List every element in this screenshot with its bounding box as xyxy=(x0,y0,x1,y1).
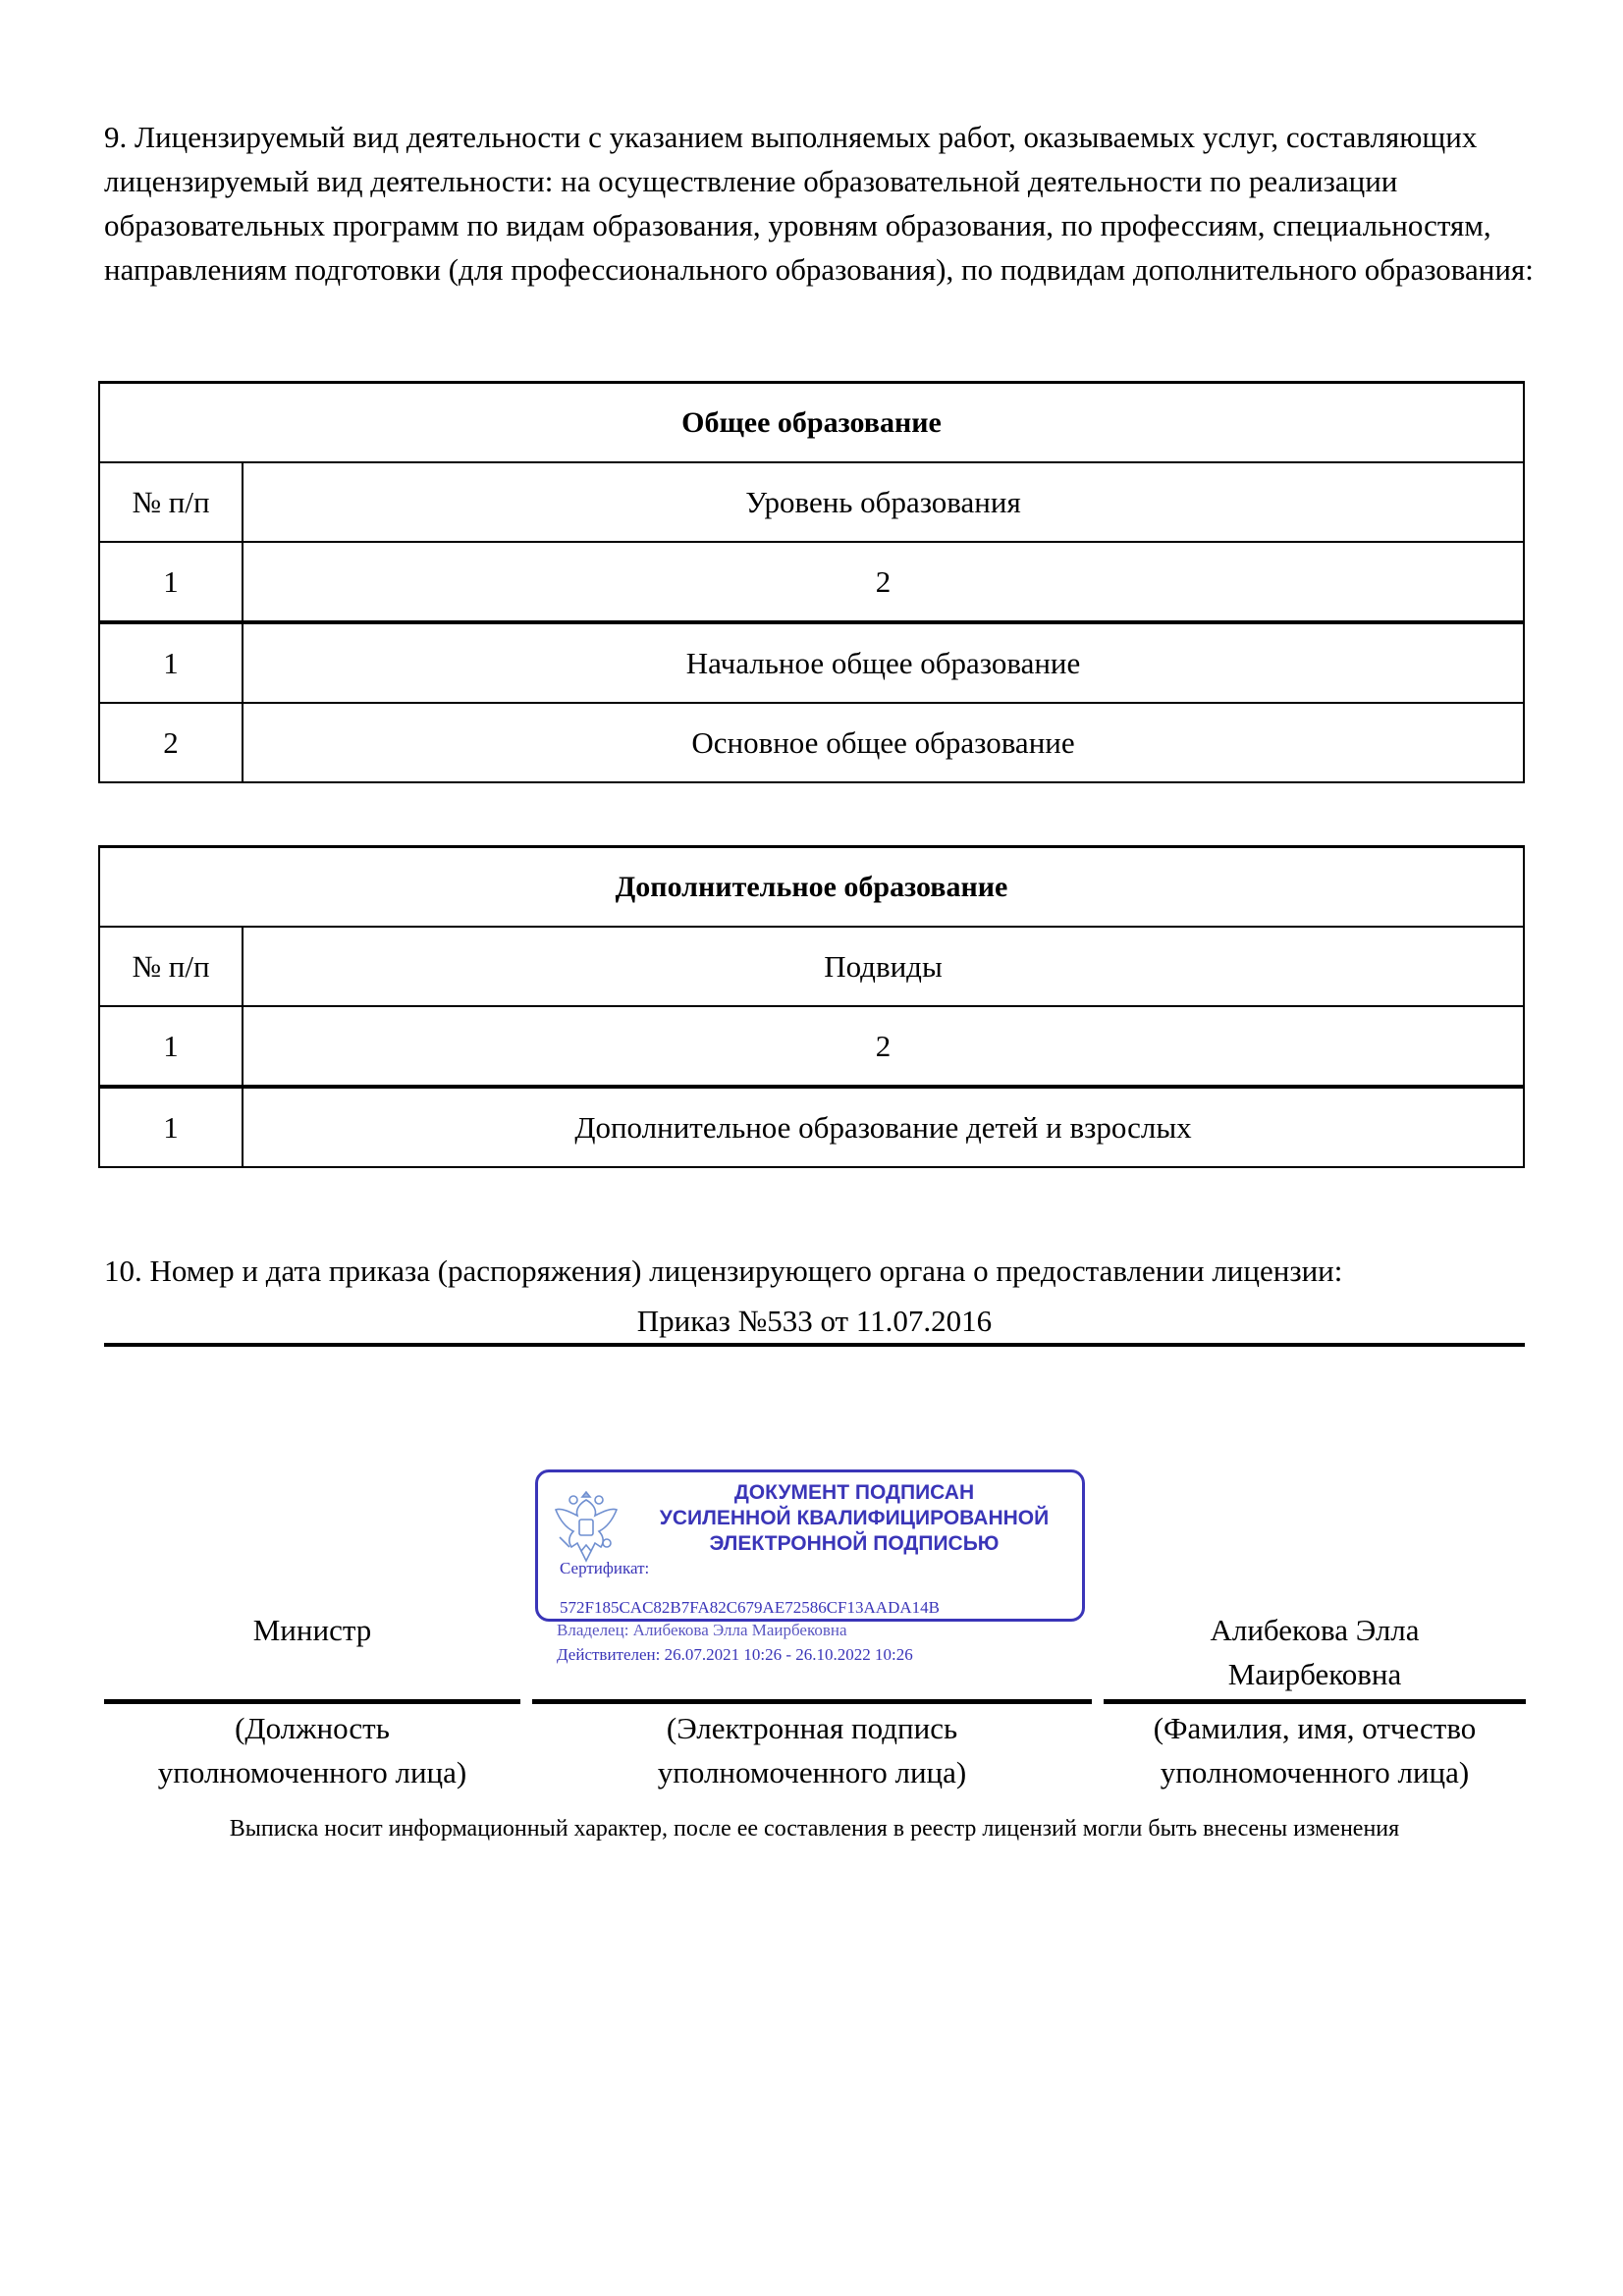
table-title: Общее образование xyxy=(99,383,1524,463)
additional-education-table xyxy=(98,845,1525,1168)
row-number: 1 xyxy=(99,622,243,703)
caption-line: (Фамилия, имя, отчество xyxy=(1153,1711,1477,1745)
caption-signature xyxy=(532,1706,1092,1794)
coat-of-arms-icon xyxy=(552,1486,621,1565)
stamp-heading-line: ДОКУМЕНТ ПОДПИСАН xyxy=(733,1481,975,1504)
disclaimer: Выписка носит информационный характер, после ее составления в реестр лицензий могли быть внесены изменения xyxy=(229,1816,1400,1842)
caption-line: уполномоченного лица) xyxy=(1160,1755,1470,1789)
column-header-subtype: Подвиды xyxy=(243,927,1524,1006)
certificate-label: Сертификат: xyxy=(560,1559,650,1577)
general-education-table xyxy=(98,381,1525,783)
caption-line: (Должность xyxy=(235,1711,390,1745)
order-number: Приказ №533 от 11.07.2016 xyxy=(636,1304,993,1338)
stamp-heading xyxy=(636,1480,1072,1557)
stamp-heading-line: ЭЛЕКТРОННОЙ ПОДПИСЬЮ xyxy=(709,1532,1000,1555)
certificate-validity: Действителен: 26.07.2021 10:26 - 26.10.2022 10:26 xyxy=(557,1645,913,1664)
row-number: 2 xyxy=(99,703,243,782)
row-number: 1 xyxy=(99,1087,243,1167)
table-row xyxy=(99,703,1524,782)
index-cell: 2 xyxy=(243,542,1524,622)
table-header-row xyxy=(99,927,1524,1006)
column-header-number: № п/п xyxy=(99,927,243,1006)
signature-stamp xyxy=(535,1469,1085,1622)
signer-name-line: Алибекова Элла xyxy=(1210,1613,1420,1647)
column-header-number: № п/п xyxy=(99,462,243,542)
order-underline xyxy=(104,1343,1525,1347)
signer-name-line: Маирбековна xyxy=(1227,1657,1402,1691)
caption-name xyxy=(1104,1706,1526,1794)
table-row xyxy=(99,1087,1524,1167)
certificate-number: 572F185CAC82B7FA82C679AE72586CF13AADA14B xyxy=(560,1598,940,1617)
index-cell: 1 xyxy=(99,1006,243,1087)
signer-name xyxy=(1104,1608,1526,1696)
column-header-level: Уровень образования xyxy=(243,462,1524,542)
row-level: Основное общее образование xyxy=(243,703,1524,782)
caption-line: (Электронная подпись xyxy=(666,1711,958,1745)
index-cell: 1 xyxy=(99,542,243,622)
stamp-heading-line: УСИЛЕННОЙ КВАЛИФИЦИРОВАННОЙ xyxy=(659,1507,1050,1529)
section-9-text: 9. Лицензируемый вид деятельности с указанием выполняемых работ, оказываемых услуг, составляющих лицензируемый вид деятельности: на осуществление образовательной деятельности по реализации образовательных программ по видам образования, уровням образования, по профессиям, специальностям, направлениям подготовки (для профессионального образования), по подвидам дополнительного образования: xyxy=(104,120,1534,287)
name-signature-line xyxy=(1104,1699,1526,1704)
table-index-row xyxy=(99,542,1524,622)
e-signature-line xyxy=(532,1699,1092,1704)
table-title-row xyxy=(99,383,1524,463)
caption-line: уполномоченного лица) xyxy=(157,1755,467,1789)
table-title-row xyxy=(99,847,1524,928)
caption-position xyxy=(104,1706,520,1794)
row-level: Начальное общее образование xyxy=(243,622,1524,703)
signer-position: Министр xyxy=(252,1613,372,1647)
row-subtype: Дополнительное образование детей и взрослых xyxy=(243,1087,1524,1167)
section-10-text: 10. Номер и дата приказа (распоряжения) лицензирующего органа о предоставлении лицензии: xyxy=(104,1254,1343,1288)
position-signature-line xyxy=(104,1699,520,1704)
index-cell: 2 xyxy=(243,1006,1524,1087)
table-title: Дополнительное образование xyxy=(99,847,1524,928)
certificate-owner: Владелец: Алибекова Элла Маирбековна xyxy=(557,1621,847,1639)
table-index-row xyxy=(99,1006,1524,1087)
table-row xyxy=(99,622,1524,703)
caption-line: уполномоченного лица) xyxy=(657,1755,967,1789)
table-header-row xyxy=(99,462,1524,542)
